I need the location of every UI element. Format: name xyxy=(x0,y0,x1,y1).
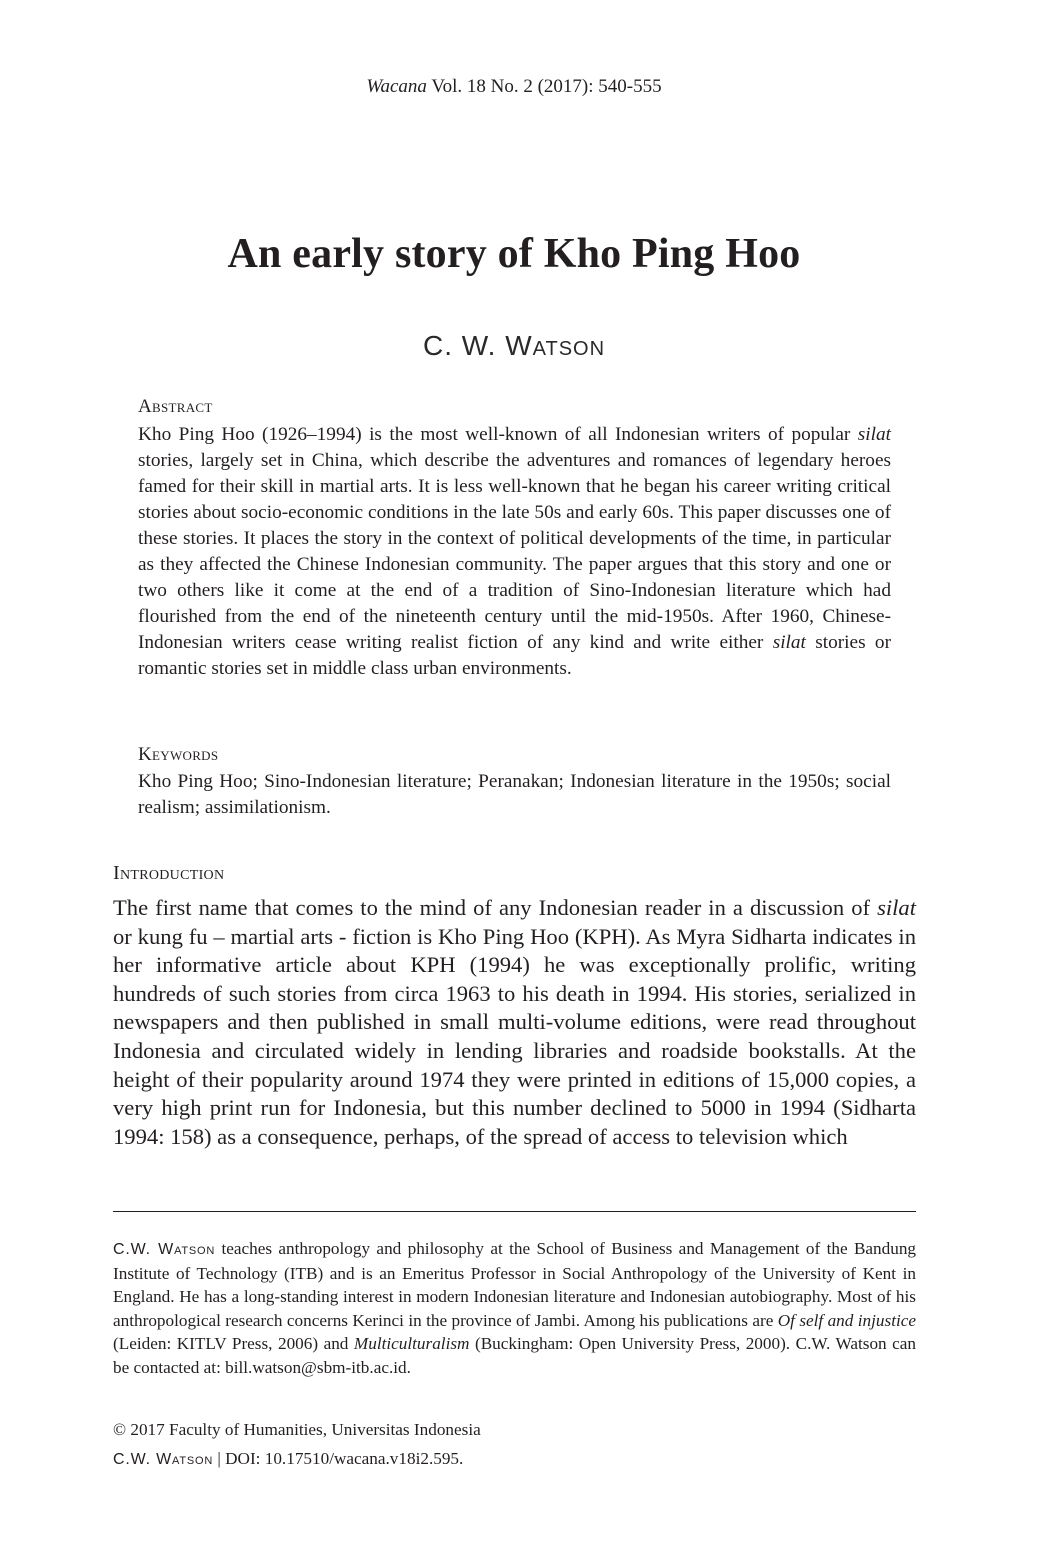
author-note: C.W. Watson teaches anthropology and philosophy at the School of Business and Management of the Bandung Institute of Technology (ITB) and is an Emeritus Professor in Social Anthropology of the University of Kent in England. He has a long-standing interest in modern Indonesian literature and Indonesian autobiography. Most of his anthropological research concerns Kerinci in the province of Jambi. Among his publications are Of self and injustice (Leiden: KITLV Press, 2006) and Multiculturalism (Buckingham: Open University Press, 2000). C.W. Watson can be contacted at: bill.watson@sbm-itb.ac.id. xyxy=(113,1239,917,1377)
footnote-divider xyxy=(113,1211,916,1212)
author-name: C. W. Watson xyxy=(422,330,606,361)
keywords-heading: Keywords xyxy=(138,744,219,765)
doi-author: C.W. Watson xyxy=(113,1451,214,1468)
introduction-heading: Introduction xyxy=(113,862,225,884)
journal-name: Wacana xyxy=(366,76,427,97)
keywords-text: Kho Ping Hoo; Sino-Indonesian literature; Peranakan; Indonesian literature in the 1950s; social realism; assimilationism. xyxy=(138,771,891,818)
author-note-name: C.W. Watson xyxy=(113,1241,216,1258)
doi-line xyxy=(113,1447,463,1472)
journal-citation: Vol. 18 No. 2 (2017): 540-555 xyxy=(426,76,662,97)
introduction-text: The first name that comes to the mind of any Indonesian reader in a discussion of silat or kung fu – martial arts - fiction is Kho Ping Hoo (KPH). As Myra Sidharta indicates in her informative article about KPH (1994) he was exceptionally prolific, writing hundreds of such stories from circa 1963 to his death in 1994. His stories, serialized in newspapers and then published in small multi-volume editions, were read throughout Indonesia and circulated widely in lending libraries and roadside bookstalls. At the height of their popularity around 1974 they were printed in editions of 15,000 copies, a very high print run for Indonesia, but this number declined to 5000 in 1994 (Sidharta 1994: 158) as a consequence, perhaps, of the spread of access to television which xyxy=(113,895,916,1149)
doi-text: | DOI: 10.17510/wacana.v18i2.595. xyxy=(213,1449,464,1468)
abstract-heading: Abstract xyxy=(138,396,213,417)
article-title: An early story of Kho Ping Hoo xyxy=(227,231,801,277)
running-head xyxy=(0,76,1028,98)
copyright-notice: © 2017 Faculty of Humanities, Universitas Indonesia xyxy=(113,1420,481,1439)
abstract-text: Kho Ping Hoo (1926–1994) is the most well-known of all Indonesian writers of popular silat stories, largely set in China, which describe the adventures and romances of legendary heroes famed for their skill in martial arts. It is less well-known that he began his career writing critical stories about socio-economic conditions in the late 50s and early 60s. This paper discusses one of these stories. It places the story in the context of political developments of the time, in particular as they affected the Chinese Indonesian community. The paper argues that this story and one or two others like it come at the end of a tradition of Sino-Indonesian literature which had flourished from the end of the nineteenth century until the mid-1950s. After 1960, Chinese-Indonesian writers cease writing realist fiction of any kind and write either silat stories or romantic stories set in middle class urban environments. xyxy=(138,424,891,679)
